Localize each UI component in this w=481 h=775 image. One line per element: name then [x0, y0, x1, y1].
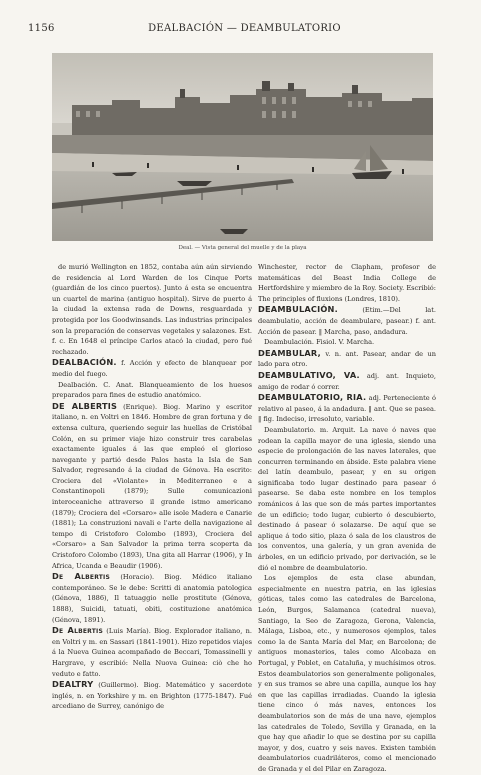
entry-text: f. Acción y efecto de blanquear por medio del fuego. [52, 359, 252, 378]
page-header [28, 22, 461, 36]
paragraph: de murió Wellington en 1852, contaba aún aún sirviendo de residencia al Lord Warden de los Cinque Ports (guardián de los cinco puertos). Junto á esta se encuentra un cuartel de marina (antiguo hospital). Sirve de puerto á la ciudad la extensa rada de Downs, resguardada y protegida por los Goodwinsands. Las industrias principales son la preparación de conservas vegetales y salazones. Est. f. c. En 1648 el príncipe Carlos atacó la ciudad, pero fué rechazado. [52, 263, 252, 356]
harbor-illustration [52, 53, 433, 241]
headword: DEAMBULACIÓN. [258, 304, 338, 315]
dictionary-entry [52, 571, 252, 625]
headword: DEALBACIÓN. [52, 357, 117, 368]
running-title: DEALBACIÓN — DEAMBULATORIO [148, 23, 341, 34]
dictionary-entry [52, 357, 252, 379]
headword: De Albertis [52, 571, 110, 582]
paragraph: Deambulatorio. m. Arquit. La nave ó naves que rodean la capilla mayor de una iglesia, siendo una especie de prolongación de las naves laterales, que concurren terminando en ábside. Este palabra viene del latín deambulo, pasear, y en su origen significaba todo lugar destinado para pasear ó pasearse. Se daba este nombre en los templos románicos á las que son de más partes importantes de un edificio; todo lugar, cubierto ó descubierto, destinado á pasear ó solazarse. De aquí que se aplique á todo sitio, plaza ó sala de los claustros de los conventos, una galería, y un gran avenida de árboles, en un edificio privado, por derivación, se le dió el nombre de deambulatorio. [258, 425, 436, 572]
dictionary-entry [52, 679, 252, 712]
headword: DEAMBULAR, [258, 347, 321, 358]
dictionary-entry [258, 392, 436, 425]
headword: DE ALBERTIS [52, 400, 118, 411]
dictionary-entry [258, 348, 436, 370]
harbor-photo [52, 53, 433, 241]
entry-text: (Enrique). Biog. Marino y escritor italiano, n. en Voltri en 1846. Hombre de gran fortuna y de extensa cultura, queriendo seguir las huellas de Cristóbal Colón, en su primer viaje hizo construir tres carabelas exactamente iguales á las que empleó el glorioso navegante y partió desde Palos hasta la Isla de San Salvador, regresando á la ciudad de Génova. Ha escrito: Crociera del «Violante» in Mediterraneo e a Constantinopoli (1879); Sulle comunicazioni interoceaniche attraverso il grande istmo americano (1879); Crociera del «Corsaro» alle isole Madera e Canarie (1881); La construzioni navali e l'arte della navigazione al tempo di Cristoforo Colombo (1893), Crociera del «Corsaro» a San Salvador la prima terra scoperta da Cristoforo Colombo (1893), Una gita all Harrar (1906), y In Africa, Ucanda e Beaudir (1906). [52, 402, 252, 570]
entry-text: (Horacio). Biog. Médico italiano contemporáneo. Se le debe: Scritti di anatomia patologica (Génova, 1886), Il tatuaggio nelle prostitute (Génova, 1888), Suicidi, tatuati, obiti, costituzione anatómica (Génova, 1891). [52, 573, 252, 624]
entry-text: (Etim.—Del lat. deambulatio, acción de deambulare, pasear.) f. ant. Acción de pasear. ‖ Marcha, paso, andadura. [258, 306, 436, 336]
dictionary-entry [258, 370, 436, 392]
paragraph: Los ejemplos de esta clase abundan, especialmente en nuestra patria, en las iglesias góticas, tales como las catedrales de Barcelona, León, Burgos, Salamanca (catedral nueva), Santiago, la Seo de Zaragoza, Gerona, Valencia, Málaga, Lisboa, etc., y numerosos ejemplos, tales como la de Santa María del Mar, en Barcelona; de antiguos monasterios, tales como Alcobaza en Portugal, y Poblet, en Cataluña, y muchísimos otros. Estos deambulatorios son generalmente poligonales, y en sus tramos se abre una capilla, aunque los hay en que las capillas irradiadas. Cuando la iglesia tiene cinco ó más naves, entonces los deambulatorios son de más de una nave, ejemplos las catedrales de Toledo, Sevilla y Granada, en la que hay que añadir lo que se destina por su capilla mayor, y dos, cuatro y seis naves. Existen también deambulatorios cuadriláteros, como el mencionado de Granada y el del Pilar en Zaragoza. [258, 574, 436, 773]
page-number: 1156 [28, 23, 55, 34]
headword: De Albertis [52, 625, 103, 636]
entry-text: adj. ant. Inquieto, amigo de rodar ó correr. [258, 371, 436, 391]
dictionary-entry [258, 304, 436, 337]
paragraph: Deambulación. Fisiol. V. Marcha. [264, 338, 375, 347]
paragraph: Dealbación. C. Anat. Blanqueamiento de los huesos preparados para fines de estudio anatómico. [52, 380, 252, 400]
right-column [258, 262, 436, 775]
entry-text: (Guillermo). Biog. Matemático y sacerdote inglés, n. en Yorkshire y m. en Brighton (1775-1847). Fué arcediano de Surrey, canónigo de [52, 681, 252, 711]
paragraph: Winchester, rector de Clapham, profesor de matemáticas del Beast India College de Hertfordshire y miembro de la Roy. Society. Escribió: The principles of fluxions (Londres, 1810). [258, 263, 436, 303]
entry-text: (Luis María). Biog. Explorador italiano, n. en Voltri y m. en Sassari (1841-1901). Hizo repetidos viajes á la Nueva Guinea acompañado de Beccari, Tomassinelli y Hargrave, y escribió: Nella Nuova Guinea: ciò che ho veduto e fatto. [52, 627, 252, 678]
left-column [52, 262, 252, 712]
entry-text: v. n. ant. Pasear, andar de un lado para otro. [258, 349, 436, 369]
figure-caption: Deal. — Vista general del muelle y de la playa [178, 245, 307, 251]
headword: DEALTRY [52, 679, 94, 690]
dictionary-entry [52, 625, 252, 679]
headword: DEAMBULATIVO, VA. [258, 369, 360, 380]
headword: DEAMBULATORIO, RIA. [258, 392, 367, 403]
dictionary-entry [52, 401, 252, 572]
entry-text: adj. Perteneciente ó relativo al paseo, á la andadura. ‖ ant. Que se pasea. ‖ fig. Indeciso, irresoluto, variable. [258, 394, 436, 424]
